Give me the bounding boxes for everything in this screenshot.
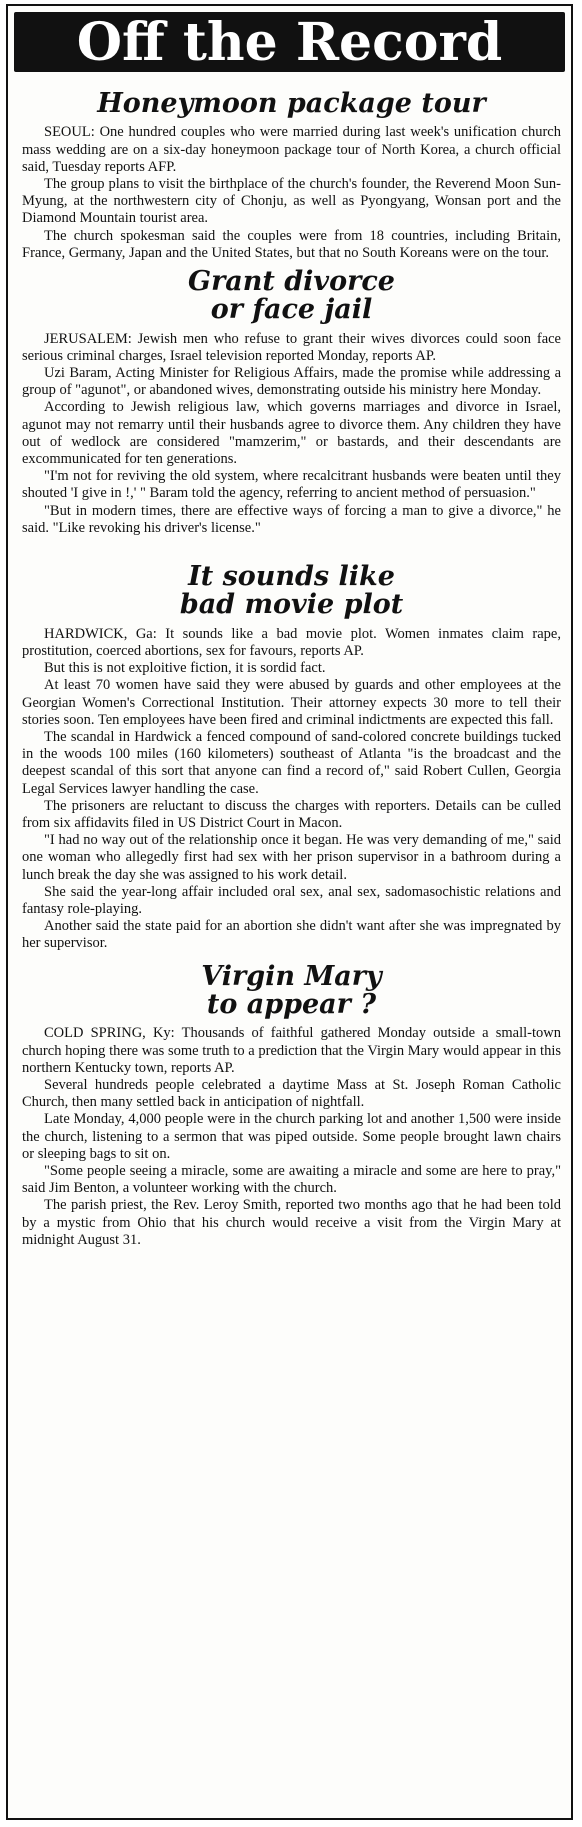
article-paragraph: She said the year-long affair included oral sex, anal sex, sadomasochistic relations and fantasy role-playing. [22, 883, 561, 918]
article-paragraph: The prisoners are reluctant to discuss the charges with reporters. Details can be culled from six affidavits filed in US District Court in Macon. [22, 797, 561, 832]
headline-line: Virgin Mary [201, 960, 382, 992]
article-paragraph: "But in modern times, there are effective ways of forcing a man to give a divorce," he said. "Like revoking his driver's license." [22, 502, 561, 536]
headline-line: to appear ? [206, 988, 377, 1020]
article-honeymoon [22, 90, 561, 262]
article-headline [22, 90, 561, 118]
headline-line: or face jail [210, 294, 373, 326]
article-paragraph: The group plans to visit the birthplace of the church's founder, the Reverend Moon Sun-Myung, at the northwestern city of Chonju, as well as Pyongyang, Wonsan port and the Diamond Mountain tourist area. [22, 175, 561, 227]
article-paragraph: JERUSALEM: Jewish men who refuse to grant their wives divorces could soon face serious criminal charges, Israel television reported Monday, reports AP. [22, 330, 561, 364]
article-paragraph: The scandal in Hardwick a fenced compound of sand-colored concrete buildings tucked in the woods 100 miles (160 kilometers) southeast of Atlanta "is the broadcast and the deepest scandal of this sort that anyone can find a record of," said Robert Cullen, Georgia Legal Services lawyer handling the case. [22, 729, 561, 797]
article-paragraph: The parish priest, the Rev. Leroy Smith, reported two months ago that he had been told by a mystic from Ohio that his church would receive a visit from the Virgin Mary at midnight August 31. [22, 1197, 561, 1248]
article-virgin-mary [22, 960, 561, 1249]
article-paragraph: Another said the state paid for an abortion she didn't want after she was impregnated by her supervisor. [22, 918, 561, 952]
article-paragraph: Several hundreds people celebrated a daytime Mass at St. Joseph Roman Catholic Church, then many settled back in anticipation of nightfall. [22, 1076, 561, 1111]
article-paragraph: Late Monday, 4,000 people were in the church parking lot and another 1,500 were inside the church, listening to a sermon that was piped outside. Some people brought lawn chairs or sleeping bags to sit on. [22, 1111, 561, 1162]
article-paragraph: "I had no way out of the relationship once it began. He was very demanding of me," said one woman who allegedly first had sex with her prison supervisor in a bathroom during a lunch break the day she was assigned to his work detail. [22, 832, 561, 883]
article-paragraph: The church spokesman said the couples were from 18 countries, including Britain, France, Germany, Japan and the United States, but that no South Koreans were on the tour. [22, 227, 561, 261]
article-paragraph: According to Jewish religious law, which governs marriages and divorce in Israel, agunot may not remarry until their husbands agree to divorce them. Any children they have out of wedlock are considered "mamzerim," or bastards, and their descendants are excommunicated for ten generations. [22, 399, 561, 468]
article-paragraph: "Some people seeing a miracle, some are awaiting a miracle and some are here to pray," said Jim Benton, a volunteer working with the church. [22, 1162, 561, 1197]
article-paragraph: But this is not exploitive fiction, it is sordid fact. [44, 660, 326, 677]
article-headline [22, 563, 561, 620]
headline-line: It sounds like [188, 561, 395, 593]
headline-line: bad movie plot [179, 589, 404, 621]
articles-column [8, 90, 571, 1249]
article-divorce [22, 265, 561, 537]
article-paragraph: SEOUL: One hundred couples who were married during last week's unification church mass wedding are on a six-day honeymoon package tour of North Korea, a church official said, Tuesday reports AFP. [22, 124, 561, 175]
headline-line: Honeymoon package tour [97, 88, 486, 119]
headline-line: Grant divorce [188, 265, 395, 297]
article-paragraph: COLD SPRING, Ky: Thousands of faithful gathered Monday outside a small-town church hoping there was some truth to a prediction that the Virgin Mary would appear in this northern Kentucky town, reports AP. [22, 1025, 561, 1076]
article-hardwick [22, 563, 561, 953]
article-paragraph: "I'm not for reviving the old system, where recalcitrant husbands were beaten until they shouted 'I give in !,' " Baram told the agency, referring to ancient method of persuasion." [22, 468, 561, 502]
newspaper-clipping [6, 4, 573, 1820]
article-headline [22, 265, 561, 326]
article-paragraph: HARDWICK, Ga: It sounds like a bad movie plot. Women inmates claim rape, prostitution, coerced abortions, sex for favours, reports AP. [22, 625, 561, 659]
masthead: Off the Record [14, 12, 565, 72]
article-headline [22, 960, 561, 1020]
article-paragraph: Uzi Baram, Acting Minister for Religious Affairs, made the promise while addressing a group of "agunot", or abandoned wives, demonstrating outside his ministry here Monday. [22, 365, 561, 399]
article-paragraph: At least 70 women have said they were abused by guards and other employees at the Georgian Women's Correctional Institution. Their attorney expects 30 more to tell their stories soon. Ten employees have been fired and criminal indictments are expected this fall. [22, 677, 561, 728]
